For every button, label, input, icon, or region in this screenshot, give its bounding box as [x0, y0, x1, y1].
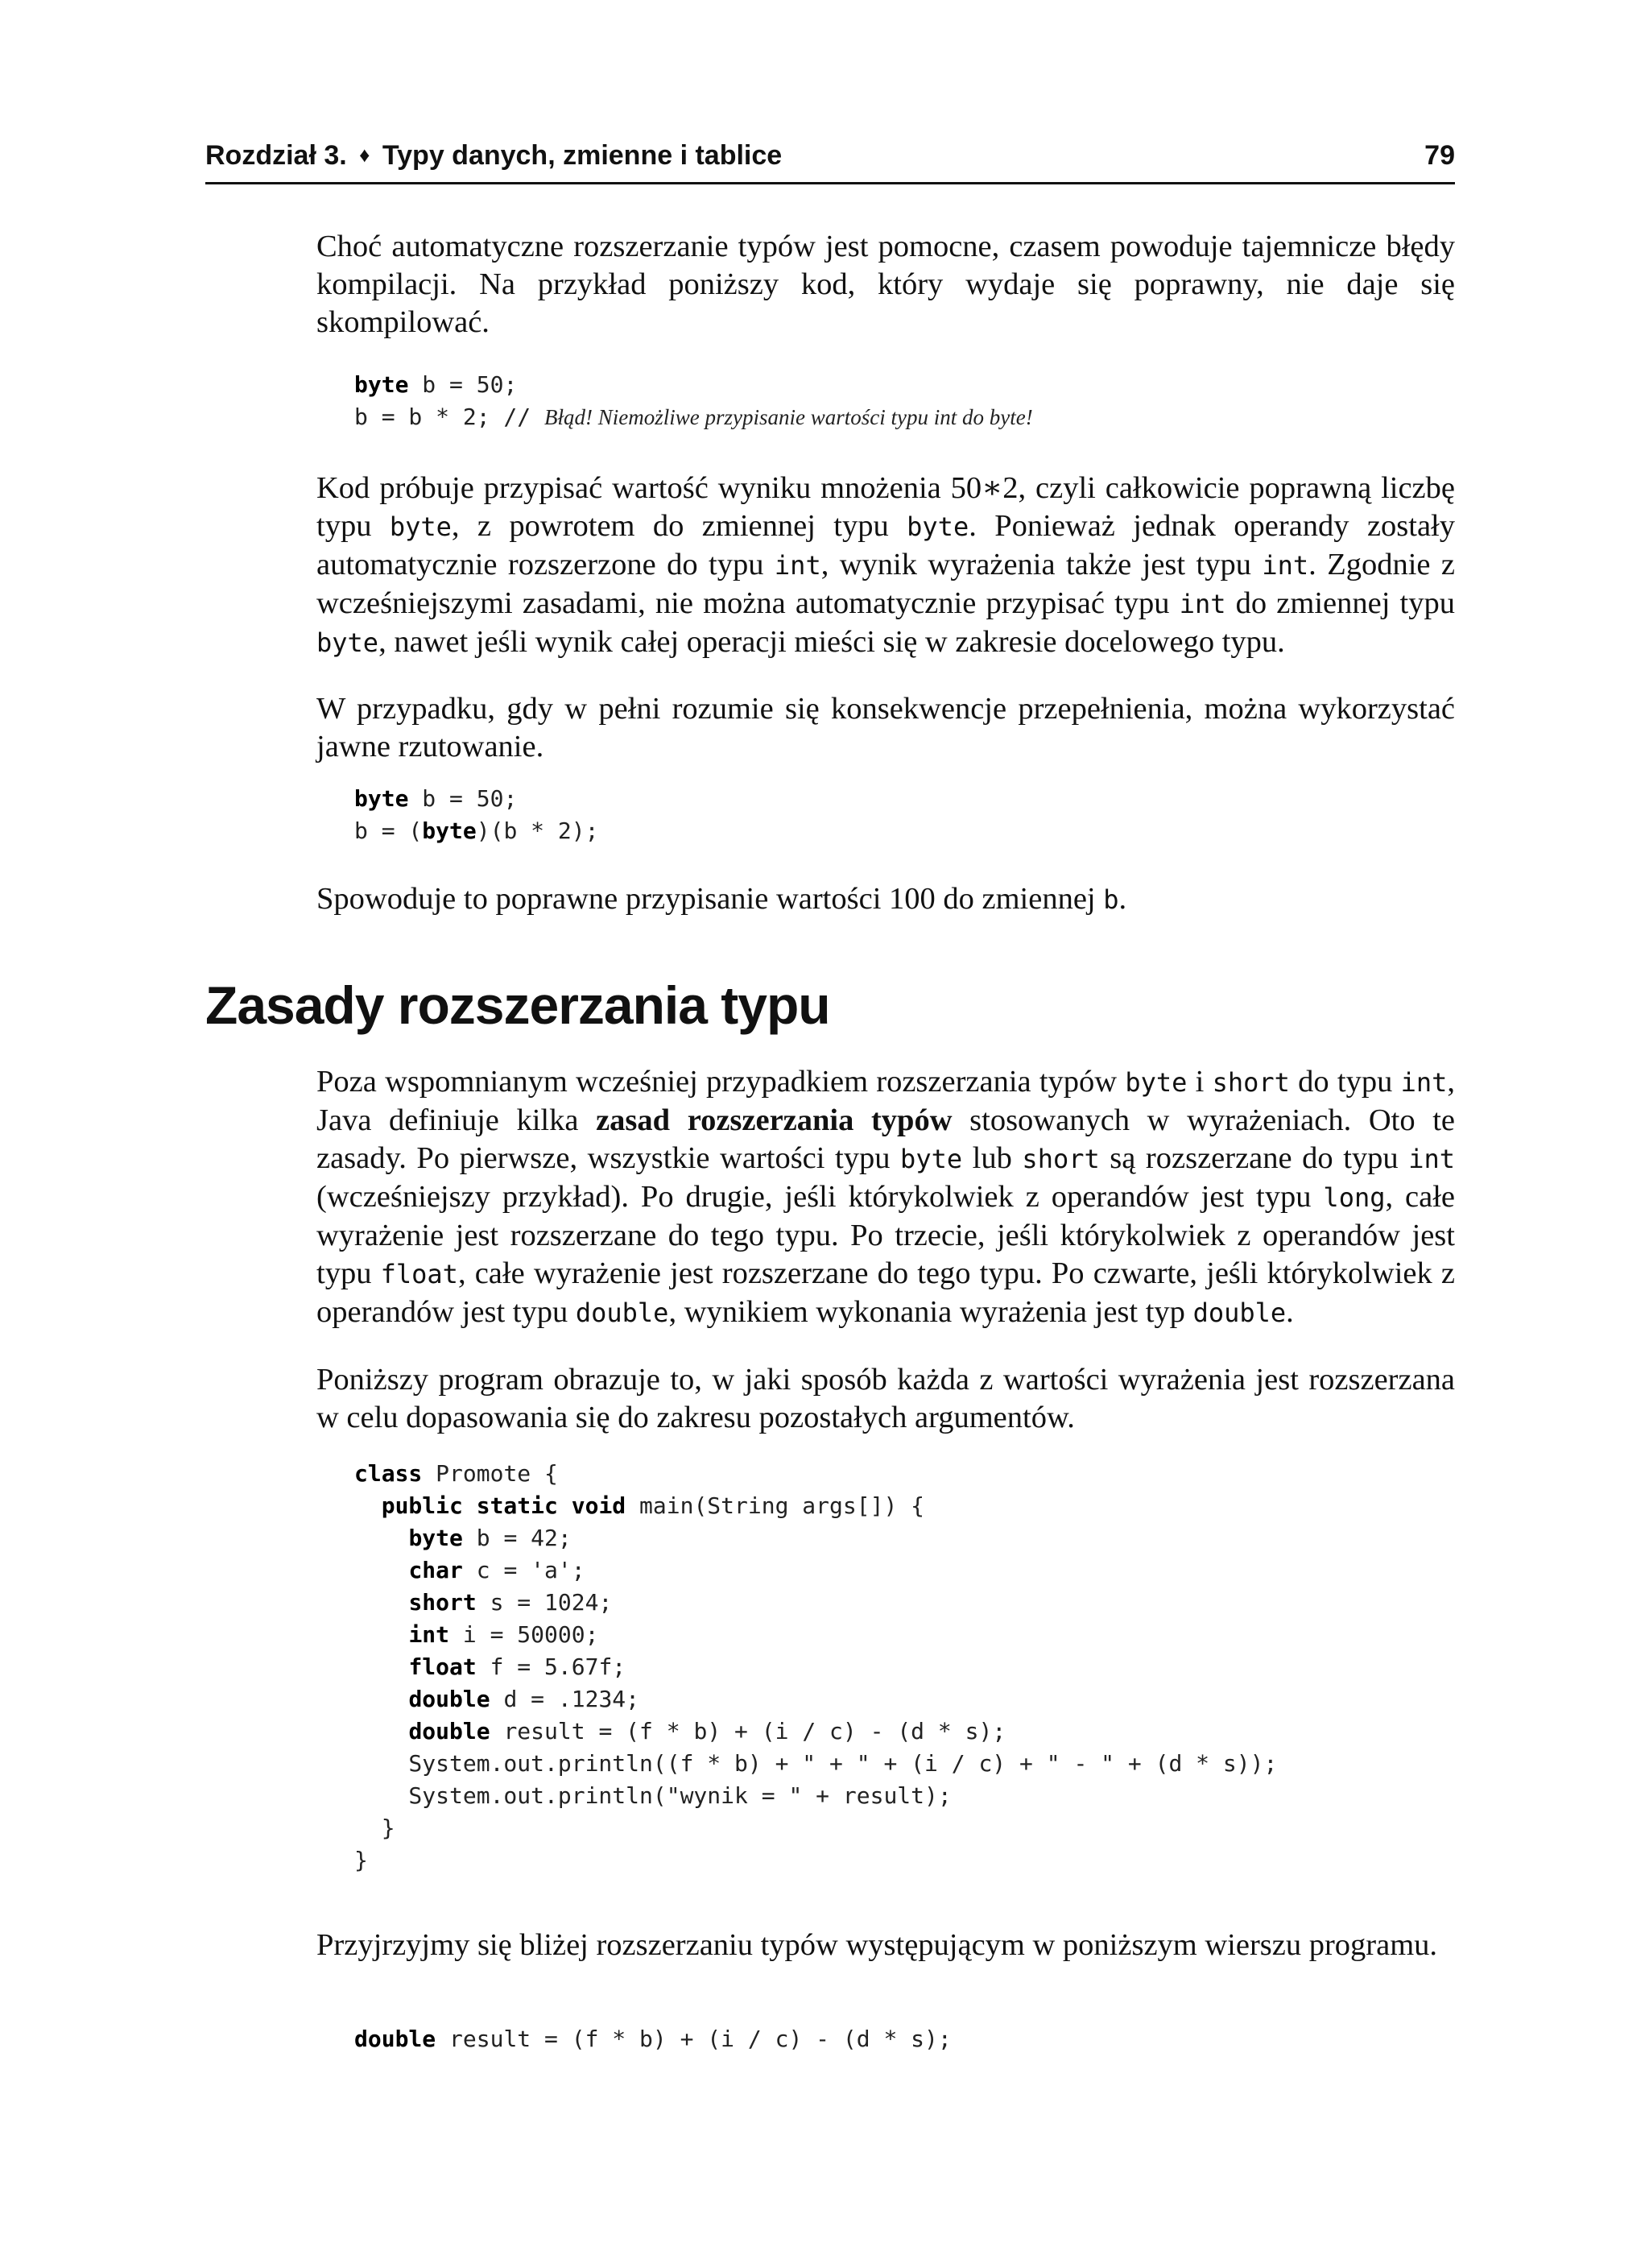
code-line	[354, 1557, 585, 1583]
text: , Java definiuje kilka	[316, 1065, 1455, 1137]
inline-code: byte	[389, 511, 452, 542]
paragraph-explanation	[316, 470, 1455, 662]
code-indent	[354, 1621, 408, 1648]
code-keyword: int	[408, 1621, 450, 1648]
chapter-title: Typy danych, zmienne i tablice	[382, 140, 783, 171]
text: , nawet jeśli wynik całej operacji mieści się w zakresie docelowego typu.	[378, 625, 1285, 659]
text: . Zgodnie z wcześniejszymi zasadami, nie można automatycznie przypisać typu	[316, 548, 1455, 620]
text: do zmiennej typu	[1225, 586, 1455, 620]
code-block-result-line	[354, 2023, 1493, 2055]
code-keyword: short	[408, 1589, 477, 1616]
paragraph-result	[316, 880, 1455, 919]
code-line	[354, 817, 598, 844]
text: , całe wyrażenie jest rozszerzane do tego typu. Po trzecie, jeśli którykolwiek z operandów jest typu	[316, 1180, 1455, 1290]
code-text: c = 'a';	[462, 1557, 585, 1583]
code-line	[354, 785, 517, 812]
code-keyword: byte	[408, 1525, 463, 1551]
code-line	[354, 1525, 572, 1551]
code-text: i = 50000;	[449, 1621, 599, 1648]
page-number: 79	[1424, 140, 1455, 171]
inline-code: long	[1323, 1182, 1386, 1213]
text: Spowoduje to poprawne przypisanie wartości 100 do zmiennej	[316, 882, 1104, 916]
code-indent	[354, 1686, 408, 1712]
bold-term: zasad rozszerzania typów	[596, 1103, 953, 1137]
code-keyword: public static void	[381, 1492, 626, 1519]
text: stosowanych w wyrażeniach. Oto te zasady. Po pierwsze, wszystkie wartości typu	[316, 1103, 1455, 1175]
inline-code: short	[1212, 1067, 1290, 1098]
code-text: Promote {	[422, 1460, 558, 1487]
code-line	[354, 1653, 626, 1680]
code-text: main(String args[]) {	[626, 1492, 925, 1519]
code-line	[354, 404, 1033, 430]
code-block-cast	[354, 783, 1493, 847]
code-line	[354, 371, 517, 398]
code-comment: Błąd! Niemożliwe przypisanie wartości typu int do byte!	[544, 405, 1033, 429]
text: i	[1187, 1065, 1213, 1099]
code-line: System.out.println("wynik = " + result);	[354, 1782, 952, 1809]
inline-code: int	[774, 550, 821, 581]
text: lub	[962, 1141, 1023, 1175]
text: są rozszerzane do typu	[1099, 1141, 1409, 1175]
header-left	[205, 140, 782, 172]
text: Poza wspomnianym wcześniej przypadkiem rozszerzania typów	[316, 1065, 1126, 1099]
text: (wcześniejszy przykład). Po drugie, jeśli którykolwiek z operandów jest typu	[316, 1180, 1324, 1214]
code-text: b = 42;	[462, 1525, 572, 1551]
inline-code: double	[1192, 1297, 1287, 1328]
text: , całe wyrażenie jest rozszerzane do tego typu. Po czwarte, jeśli którykolwiek z operandów jest typu	[316, 1256, 1455, 1329]
inline-code: int	[1179, 589, 1226, 619]
code-keyword: byte	[354, 371, 409, 398]
inline-code: double	[575, 1297, 669, 1328]
paragraph-closer-look: Przyjrzyjmy się bliżej rozszerzaniu typów występującym w poniższym wierszu programu.	[316, 1928, 1438, 1962]
code-indent	[354, 1525, 408, 1551]
code-text: b = b * 2; //	[354, 404, 545, 430]
inline-code: byte	[316, 627, 379, 658]
code-line	[354, 2026, 952, 2052]
inline-code: byte	[1125, 1067, 1188, 1098]
code-keyword: float	[408, 1653, 477, 1680]
code-text: d = .1234;	[490, 1686, 640, 1712]
code-line	[354, 1686, 639, 1712]
code-line: }	[354, 1815, 395, 1841]
inline-code: int	[1408, 1144, 1456, 1174]
section-title: Zasady rozszerzania typu	[205, 975, 830, 1035]
inline-code: int	[1262, 550, 1309, 581]
code-line	[354, 1621, 598, 1648]
inline-code: byte	[907, 511, 969, 542]
text: , wynik wyrażenia także jest typu	[820, 548, 1263, 581]
code-text: f = 5.67f;	[476, 1653, 626, 1680]
code-keyword: char	[408, 1557, 463, 1583]
code-keyword: class	[354, 1460, 423, 1487]
inline-code: short	[1022, 1144, 1100, 1174]
code-indent	[354, 1653, 408, 1680]
text: .	[1118, 882, 1127, 916]
text: do typu	[1289, 1065, 1401, 1099]
text: , wynikiem wykonania wyrażenia jest typ	[668, 1295, 1193, 1329]
code-line	[354, 1589, 612, 1616]
text: Kod próbuje przypisać wartość wyniku mnożenia 50∗2, czyli całkowicie poprawną liczbę typu	[316, 471, 1455, 543]
code-indent	[354, 1492, 382, 1519]
code-text: )(b * 2);	[476, 817, 599, 844]
inline-code: float	[380, 1259, 458, 1289]
code-indent	[354, 1557, 408, 1583]
code-line	[354, 1718, 1006, 1744]
code-text: result = (f * b) + (i / c) - (d * s);	[490, 1718, 1006, 1744]
code-text: b = 50;	[408, 785, 518, 812]
chapter-label: Rozdział 3.	[205, 140, 347, 171]
paragraph-rules	[316, 1063, 1455, 1332]
code-block-error	[354, 369, 1493, 433]
inline-code: int	[1400, 1067, 1448, 1098]
code-line	[354, 1460, 558, 1487]
inline-code: byte	[900, 1144, 963, 1174]
code-text: s = 1024;	[476, 1589, 613, 1616]
code-text: b = (	[354, 817, 423, 844]
code-text: result = (f * b) + (i / c) - (d * s);	[436, 2026, 952, 2052]
code-keyword: double	[408, 1686, 490, 1712]
text: .	[1286, 1295, 1294, 1329]
code-indent	[354, 1589, 408, 1616]
paragraph-intro: Choć automatyczne rozszerzanie typów jest pomocne, czasem powoduje tajemnicze błędy kompilacji. Na przykład poniższy kod, który wydaje się poprawny, nie daje się skompilować.	[316, 230, 1455, 339]
text: , z powrotem do zmiennej typu	[451, 509, 907, 543]
diamond-icon: ♦	[359, 143, 370, 167]
code-block-promote	[354, 1458, 1493, 1877]
paragraph-program-intro: Poniższy program obrazuje to, w jaki sposób każda z wartości wyrażenia jest rozszerzana w celu dopasowania się do zakresu pozostałych argumentów.	[316, 1363, 1455, 1434]
code-keyword: byte	[354, 785, 409, 812]
code-keyword: byte	[422, 817, 477, 844]
running-header	[205, 139, 1455, 184]
code-text: b = 50;	[408, 371, 518, 398]
inline-code: b	[1103, 884, 1119, 915]
code-keyword: double	[408, 1718, 490, 1744]
code-line: }	[354, 1847, 368, 1873]
paragraph-cast: W przypadku, gdy w pełni rozumie się konsekwencje przepełnienia, można wykorzystać jawne rzutowanie.	[316, 692, 1455, 764]
code-line	[354, 1492, 924, 1519]
code-indent	[354, 1718, 408, 1744]
code-line: System.out.println((f * b) + " + " + (i / c) + " - " + (d * s));	[354, 1750, 1278, 1777]
code-keyword: double	[354, 2026, 436, 2052]
text: . Ponieważ jednak operandy zostały automatycznie rozszerzone do typu	[316, 509, 1455, 581]
